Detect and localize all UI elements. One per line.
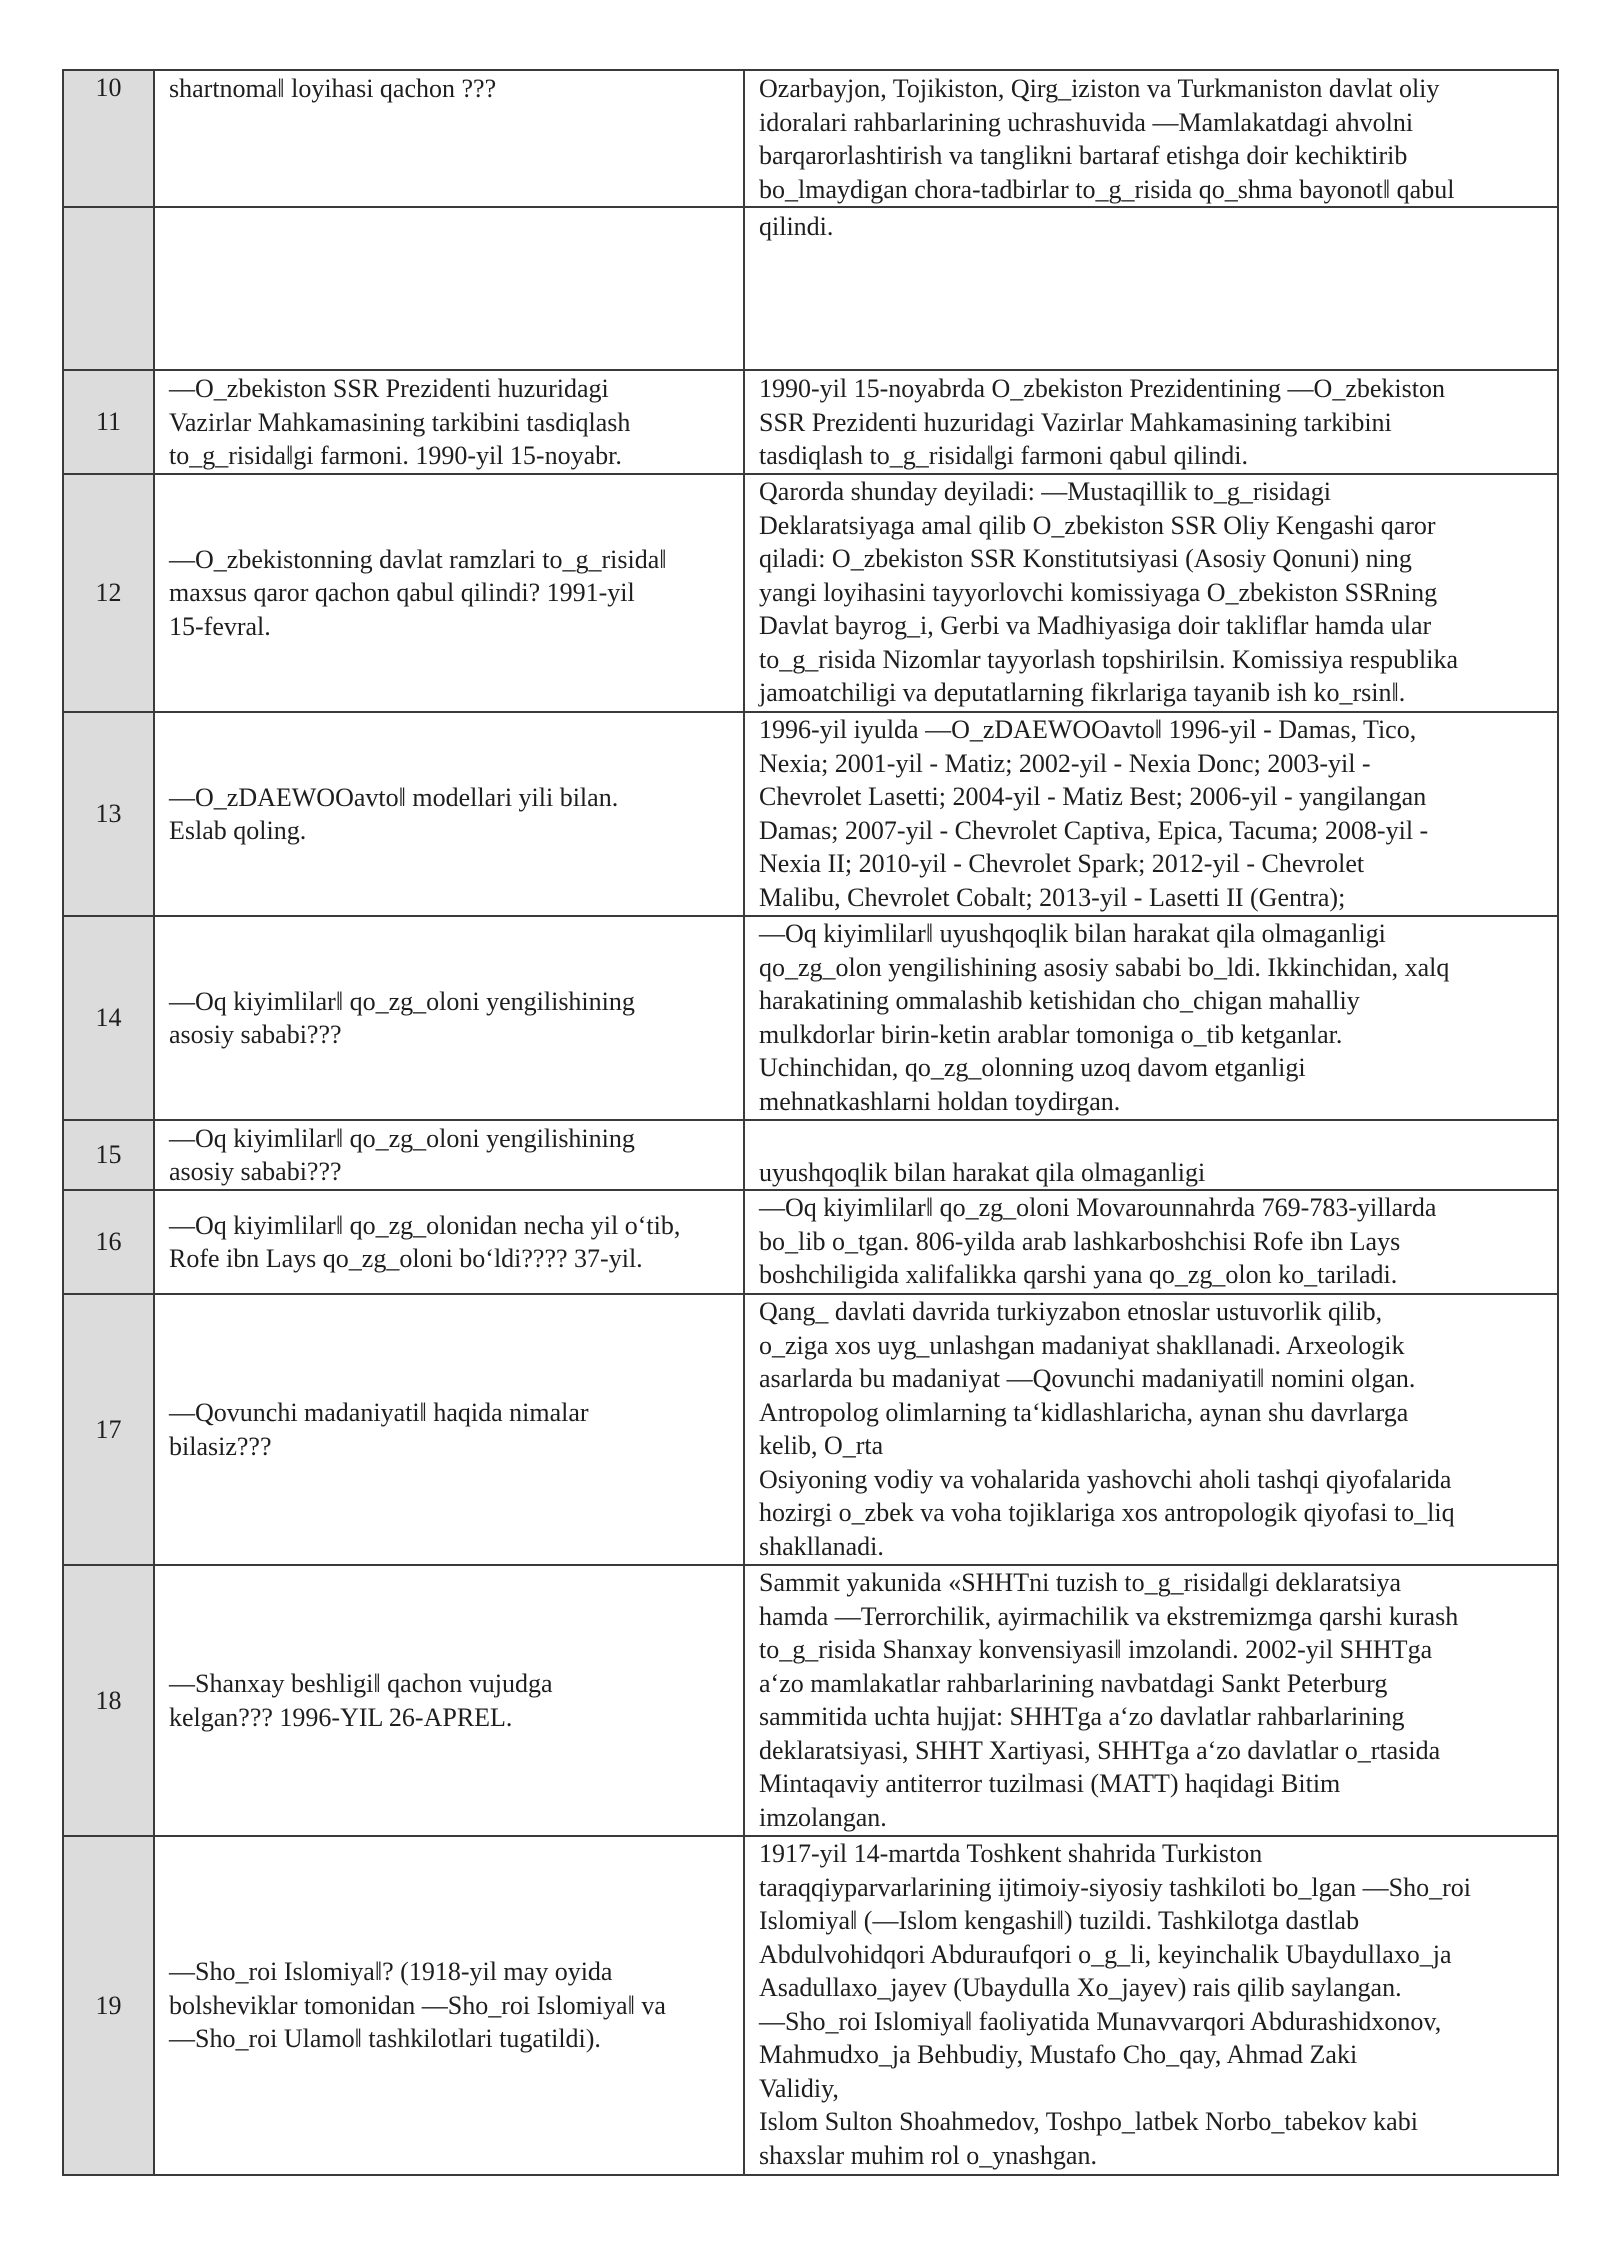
answer-line: Abdulvohidqori Abduraufqori o_g_li, keyinchalik Ubaydullaxo_ja	[759, 1939, 1452, 1969]
table-row	[63, 1120, 1558, 1190]
answer-line: Islom Sulton Shoahmedov, Toshpo_latbek Norbo_tabekov kabi	[759, 2107, 1418, 2136]
question-line: bilasiz???	[169, 1431, 272, 1461]
table-row	[63, 1190, 1558, 1294]
answer-line: 1996-yil iyulda —O_zDAEWOOavto‖ 1996-yil - Damas, Tico,	[759, 715, 1417, 744]
row-number-text: 13	[95, 799, 122, 828]
answer-line: hamda —Terrorchilik, ayirmachilik va ekstremizmga qarshi kurash	[759, 1601, 1459, 1631]
answer-line: —Oq kiyimlilar‖ qo_zg_oloni Movarounnahrda 769-783-yillarda	[759, 1193, 1437, 1222]
answer-line: Malibu, Chevrolet Cobalt; 2013-yil - Lasetti II (Gentra);	[759, 882, 1346, 912]
answer-line: Davlat bayrog_i, Gerbi va Madhiyasiga doir takliflar hamda ular	[759, 611, 1432, 640]
question-line: —Qovunchi madaniyati‖ haqida nimalar	[169, 1398, 589, 1427]
answer-line: Ozarbayjon, Tojikiston, Qirg_iziston va Turkmaniston davlat oliy	[759, 74, 1440, 103]
table-row	[63, 370, 1558, 474]
answer-line: Mahmudxo_ja Behbudiy, Mustafo Cho_qay, Ahmad Zaki	[759, 2040, 1358, 2069]
answer-line: to_g_risida Nizomlar tayyorlash topshirilsin. Komissiya respublika	[759, 644, 1459, 674]
question-cell	[154, 916, 744, 1120]
question-cell	[154, 1836, 744, 2175]
question-line: —Shanxay beshligi‖ qachon vujudga	[169, 1669, 553, 1698]
table-row	[63, 712, 1558, 916]
answer-line: hozirgi o_zbek va voha tojiklariga xos antropologik qiyofasi to_liq	[759, 1498, 1455, 1527]
question-cell	[154, 370, 744, 474]
answer-line: kelib, O_rta	[759, 1431, 884, 1460]
answer-line: Islomiya‖ (—Islom kengashi‖) tuzildi. Tashkilotga dastlab	[759, 1906, 1360, 1935]
answer-line: —Sho_roi Islomiya‖ faoliyatida Munavvarqori Abdurashidxonov,	[759, 2006, 1442, 2036]
answer-line: bo_lib o_tgan. 806-yilda arab lashkarboshchisi Rofe ibn Lays	[759, 1226, 1401, 1256]
row-number	[63, 370, 154, 474]
answer-cell	[744, 70, 1558, 207]
row-number	[63, 1836, 154, 2175]
question-line: asosiy sababi???	[169, 1157, 342, 1186]
question-cell	[154, 70, 744, 207]
answer-cell	[744, 1120, 1558, 1190]
answer-line: SSR Prezidenti huzuridagi Vazirlar Mahkamasining tarkibini	[759, 407, 1392, 437]
question-line: Vazirlar Mahkamasining tarkibini tasdiqlash	[169, 407, 631, 437]
row-number-text: 19	[95, 1990, 122, 2020]
document-table	[62, 69, 1559, 2176]
answer-line: Sammit yakunida «SHHTni tuzish to_g_risida‖gi deklaratsiya	[759, 1568, 1402, 1597]
question-line: —Sho_roi Ulamo‖ tashkilotlari tugatildi).	[169, 2024, 601, 2054]
answer-line: Qang_ davlati davrida turkiyzabon etnoslar ustuvorlik qilib,	[759, 1297, 1383, 1326]
answer-line: bo_lmaydigan chora-tadbirlar to_g_risida qo_shma bayonot‖ qabul	[759, 174, 1455, 204]
answer-line: Mintaqaviy antiterror tuzilmasi (MATT) haqidagi Bitim	[759, 1769, 1341, 1798]
row-number	[63, 712, 154, 916]
answer-line: 1917-yil 14-martda Toshkent shahrida Turkiston	[759, 1839, 1263, 1868]
answer-line: Osiyoning vodiy va vohalarida yashovchi aholi tashqi qiyofalarida	[759, 1464, 1452, 1494]
question-cell	[154, 1565, 744, 1836]
row-number	[63, 1120, 154, 1190]
question-line: kelgan??? 1996-YIL 26-APREL.	[169, 1702, 513, 1732]
answer-line: Nexia II; 2010-yil - Chevrolet Spark; 2012-yil - Chevrolet	[759, 849, 1365, 878]
row-number-text: 15	[95, 1140, 122, 1169]
answer-line: harakatining ommalashib ketishidan cho_chigan mahalliy	[759, 986, 1360, 1015]
question-cell	[154, 1294, 744, 1565]
row-number	[63, 1190, 154, 1294]
question-line: Eslab qoling.	[169, 816, 307, 845]
answer-line: mulkdorlar birin-ketin arablar tomoniga o_tib ketganlar.	[759, 1019, 1343, 1049]
answer-line: Validiy,	[759, 2073, 839, 2103]
answer-line: —Oq kiyimlilar‖ uyushqoqlik bilan harakat qila olmaganligi	[759, 919, 1386, 948]
answer-line: 1990-yil 15-noyabrda O_zbekiston Prezidentining —O_zbekiston	[759, 374, 1445, 403]
question-cell	[154, 207, 744, 370]
answer-line: jamoatchiligi va deputatlarning fikrlariga tayanib ish ko_rsin‖.	[759, 678, 1406, 707]
answer-cell	[744, 916, 1558, 1120]
row-number	[63, 474, 154, 712]
answer-cell	[744, 712, 1558, 916]
question-line: maxsus qaror qachon qabul qilindi? 1991-yil	[169, 578, 635, 608]
question-line: 15-fevral.	[169, 611, 271, 641]
answer-line: Qarorda shunday deyiladi: —Mustaqillik to_g_risidagi	[759, 477, 1331, 506]
row-number	[63, 207, 154, 370]
question-line: asosiy sababi???	[169, 1020, 342, 1049]
question-line: to_g_risida‖gi farmoni. 1990-yil 15-noyabr.	[169, 441, 622, 470]
answer-cell	[744, 370, 1558, 474]
question-cell	[154, 474, 744, 712]
answer-line: imzolangan.	[759, 1802, 887, 1832]
row-number	[63, 70, 154, 207]
answer-line: shaxslar muhim rol o_ynashgan.	[759, 2140, 1097, 2170]
table-row	[63, 474, 1558, 712]
question-line: shartnoma‖ loyihasi qachon ???	[169, 74, 497, 103]
answer-line: Nexia; 2001-yil - Matiz; 2002-yil - Nexia Donc; 2003-yil -	[759, 748, 1371, 778]
question-cell	[154, 1120, 744, 1190]
answer-line: barqarorlashtirish va tanglikni bartaraf etishga doir kechiktirib	[759, 141, 1408, 170]
row-number	[63, 1294, 154, 1565]
answer-line: idoralari rahbarlarining uchrashuvida —Mamlakatdagi ahvolni	[759, 107, 1414, 137]
table-row	[63, 916, 1558, 1120]
question-line: —Oq kiyimlilar‖ qo_zg_oloni yengilishining	[169, 986, 635, 1016]
question-line: —O_zDAEWOOavto‖ modellari yili bilan.	[169, 782, 619, 812]
row-number-text: 17	[95, 1414, 122, 1444]
answer-line: a‘zo mamlakatlar rahbarlarining navbatdagi Sankt Peterburg	[759, 1668, 1388, 1698]
answer-line: qo_zg_olon yengilishining asosiy sababi bo_ldi. Ikkinchidan, xalq	[759, 952, 1450, 982]
answer-line: tasdiqlash to_g_risida‖gi farmoni qabul qilindi.	[759, 441, 1248, 470]
answer-line: mehnatkashlarni holdan toydirgan.	[759, 1086, 1121, 1116]
question-line: bolsheviklar tomonidan —Sho_roi Islomiya‖ va	[169, 1990, 666, 2020]
question-cell	[154, 712, 744, 916]
answer-line: boshchiligida xalifalikka qarshi yana qo_zg_olon ko_tariladi.	[759, 1260, 1398, 1289]
row-number-text: 16	[95, 1227, 122, 1256]
answer-line: deklaratsiyasi, SHHT Xartiyasi, SHHTga a‘zo davlatlar o_rtasida	[759, 1735, 1441, 1765]
answer-line: Antropolog olimlarning ta‘kidlashlaricha, aynan shu davrlarga	[759, 1397, 1409, 1427]
answer-line: yangi loyihasini tayyorlovchi komissiyaga O_zbekiston SSRning	[759, 577, 1438, 607]
row-number-text: 10	[95, 73, 122, 102]
answer-line: Asadullaxo_jayev (Ubaydulla Xo_jayev) rais qilib saylangan.	[759, 1973, 1402, 2002]
question-line: —Oq kiyimlilar‖ qo_zg_oloni yengilishining	[169, 1123, 635, 1153]
question-line: —Sho_roi Islomiya‖? (1918-yil may oyida	[169, 1957, 613, 1987]
question-line: —O_zbekistonning davlat ramzlari to_g_risida‖	[169, 544, 667, 574]
question-cell	[154, 1190, 744, 1294]
table-row	[63, 1565, 1558, 1836]
row-number-text: 12	[95, 578, 122, 607]
answer-line: qilindi.	[759, 212, 834, 241]
answer-line: to_g_risida Shanxay konvensiyasi‖ imzolandi. 2002-yil SHHTga	[759, 1635, 1433, 1664]
question-line: Rofe ibn Lays qo_zg_oloni bo‘ldi???? 37-yil.	[169, 1244, 643, 1273]
answer-line: asarlarda bu madaniyat —Qovunchi madaniyati‖ nomini olgan.	[759, 1364, 1416, 1393]
table-row	[63, 70, 1558, 207]
answer-line: taraqqiyparvarlarining ijtimoiy-siyosiy tashkiloti bo_lgan —Sho_roi	[759, 1872, 1472, 1902]
table-row	[63, 207, 1558, 370]
table-row	[63, 1294, 1558, 1565]
answer-cell	[744, 474, 1558, 712]
answer-line: shakllanadi.	[759, 1531, 884, 1561]
answer-line: Uchinchidan, qo_zg_olonning uzoq davom etganligi	[759, 1053, 1306, 1082]
answer-line: sammitida uchta hujjat: SHHTga a‘zo davlatlar rahbarlarining	[759, 1702, 1405, 1731]
row-number	[63, 1565, 154, 1836]
answer-cell	[744, 207, 1558, 370]
table-row	[63, 1836, 1558, 2175]
answer-line: uyushqoqlik bilan harakat qila olmaganligi	[759, 1157, 1206, 1187]
answer-cell	[744, 1190, 1558, 1294]
row-number-text: 14	[95, 1003, 122, 1032]
answer-line: o_ziga xos uyg_unlashgan madaniyat shakllanadi. Arxeologik	[759, 1330, 1405, 1360]
row-number	[63, 916, 154, 1120]
answer-cell	[744, 1836, 1558, 2175]
answer-line: Chevrolet Lasetti; 2004-yil - Matiz Best; 2006-yil - yangilangan	[759, 782, 1427, 811]
answer-cell	[744, 1294, 1558, 1565]
answer-line: Damas; 2007-yil - Chevrolet Captiva, Epica, Tacuma; 2008-yil -	[759, 815, 1429, 845]
answer-line: qiladi: O_zbekiston SSR Konstitutsiyasi (Asosiy Qonuni) ning	[759, 544, 1412, 573]
row-number-text: 18	[95, 1685, 122, 1715]
question-line: —Oq kiyimlilar‖ qo_zg_olonidan necha yil o‘tib,	[169, 1210, 681, 1240]
answer-line: Deklaratsiyaga amal qilib O_zbekiston SSR Oliy Kengashi qaror	[759, 510, 1436, 540]
row-number-text: 11	[95, 407, 122, 436]
answer-cell	[744, 1565, 1558, 1836]
question-line: —O_zbekiston SSR Prezidenti huzuridagi	[169, 374, 609, 403]
